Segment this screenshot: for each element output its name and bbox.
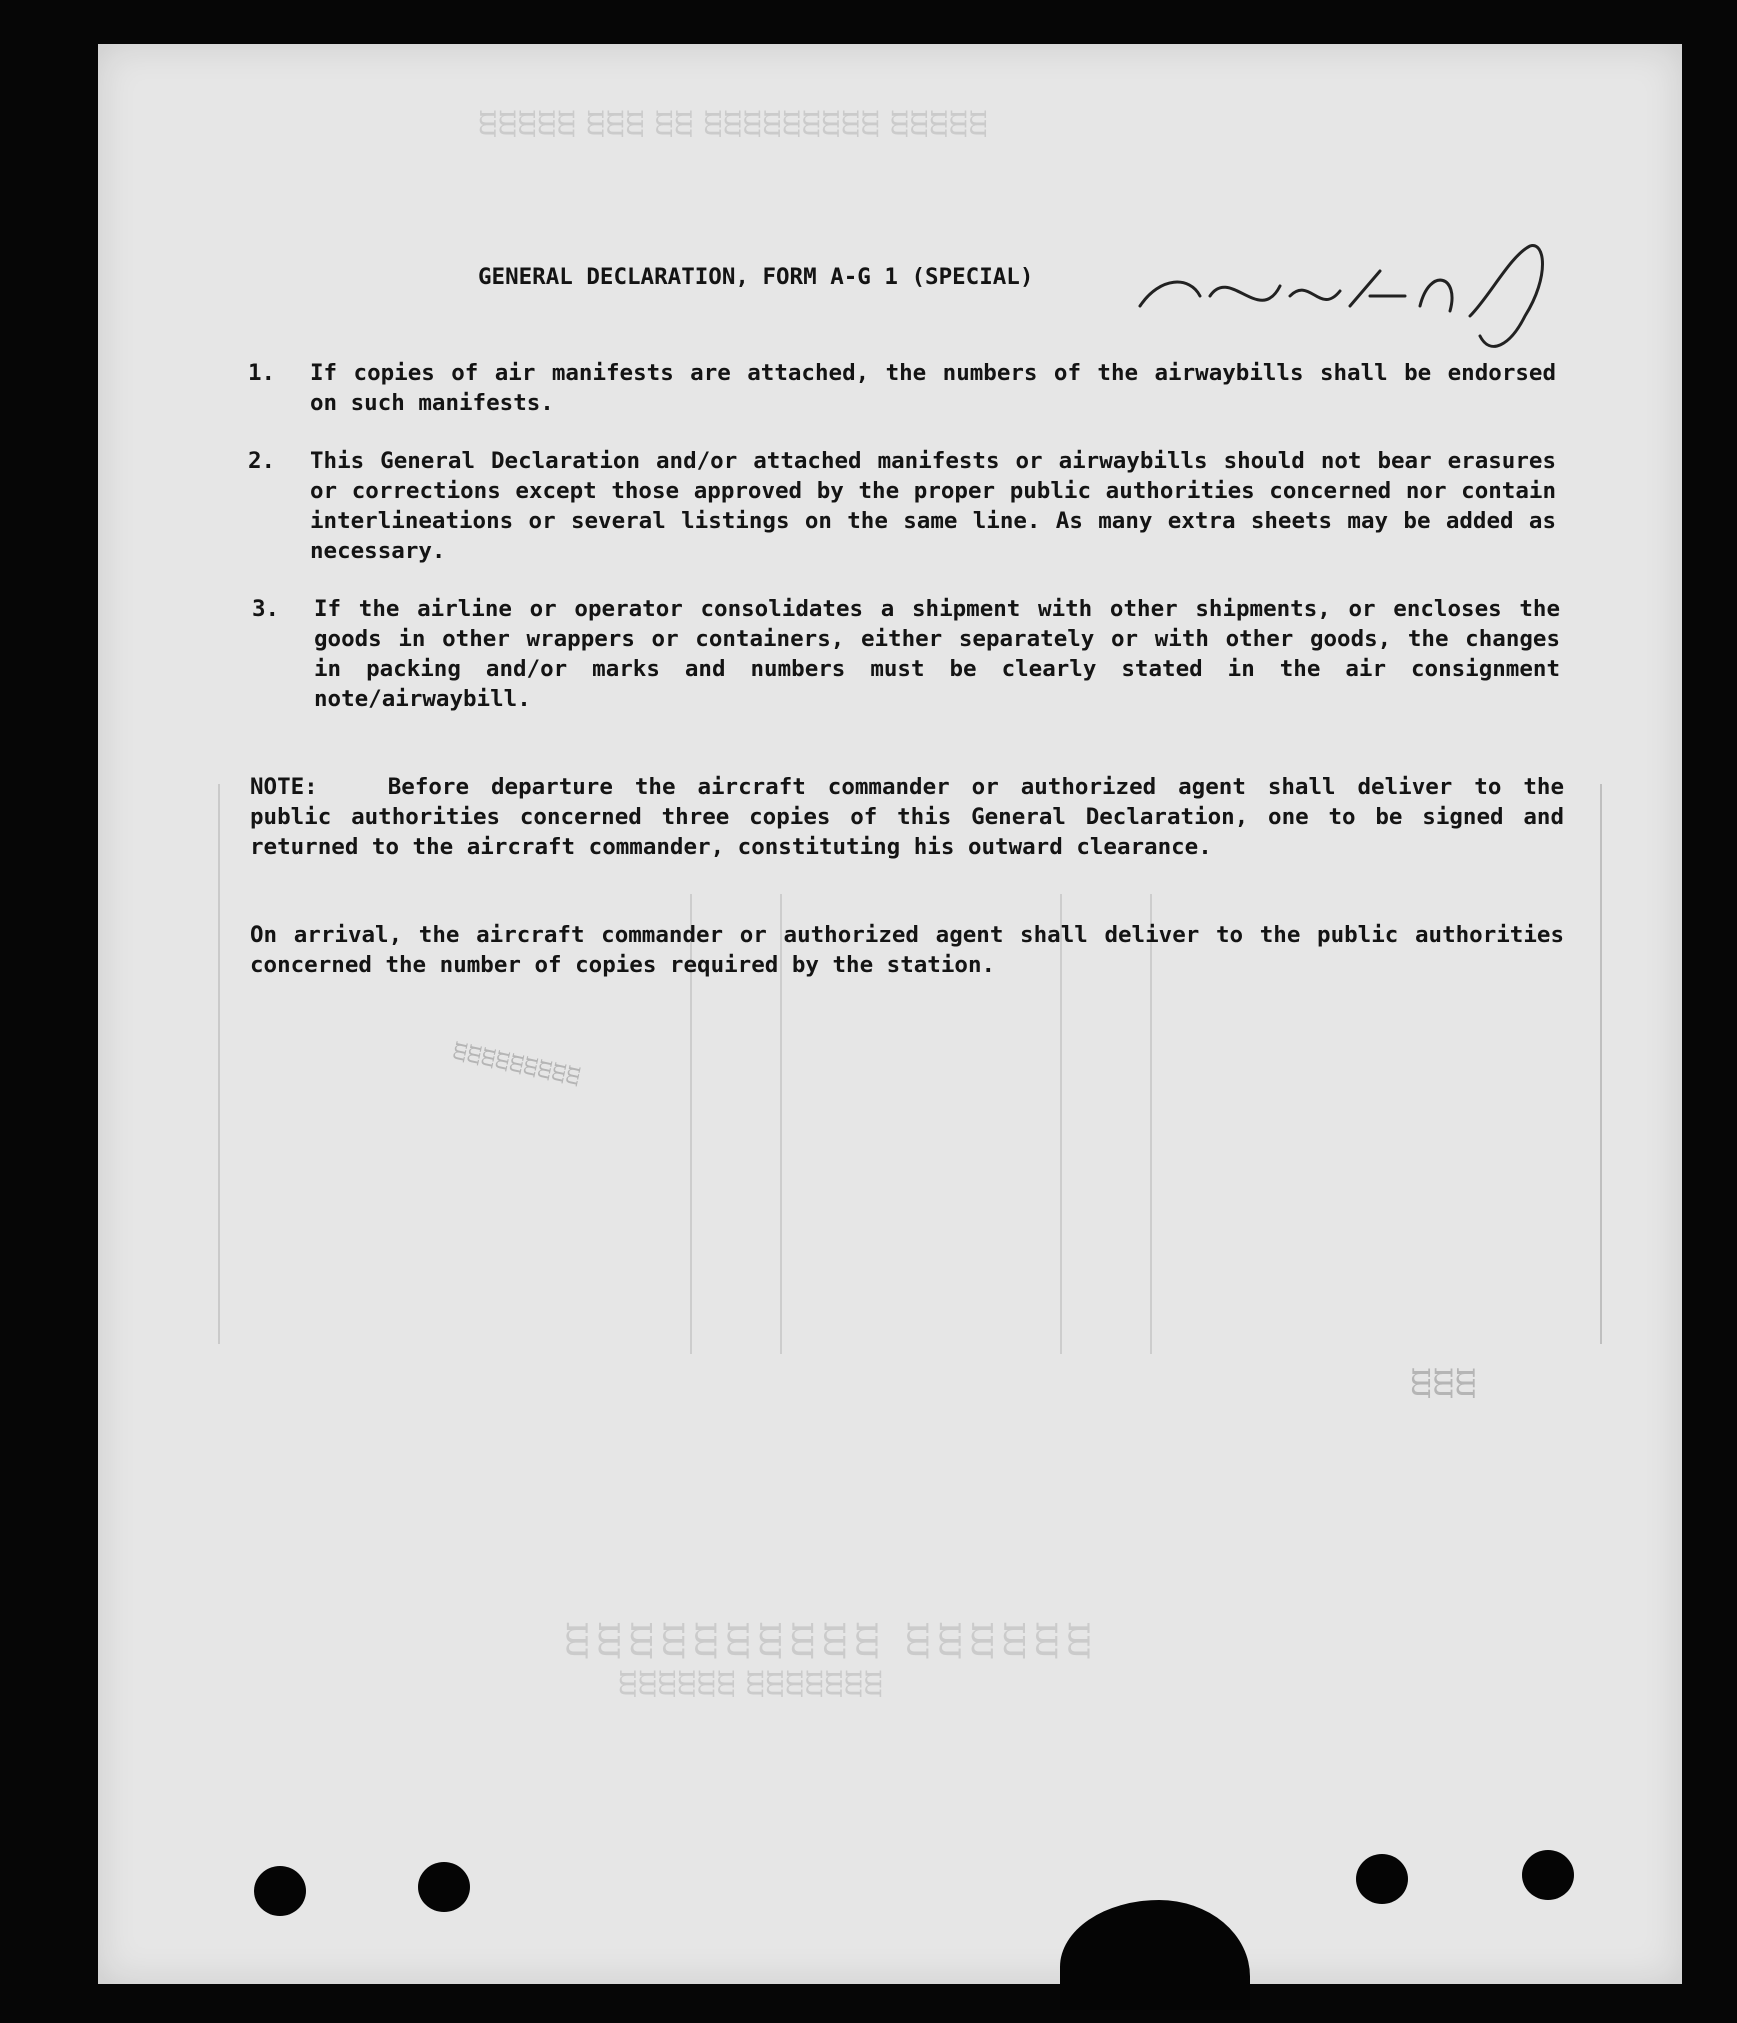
punch-hole [1522, 1850, 1574, 1900]
arrival-paragraph: On arrival, the aircraft commander or authorized agent shall deliver to the public authorities concerned the number of copies required by the station. [250, 922, 1564, 978]
list-item [248, 446, 1558, 570]
punch-hole [254, 1866, 306, 1916]
bleed-through-text: ᴟᴟᴟᴟᴟ ᴟᴟᴟᴟᴟᴟᴟᴟᴟ ᴟᴟ ᴟᴟᴟ ᴟᴟᴟᴟᴟ [478, 104, 988, 139]
note-text: Before departure the aircraft commander or authorized agent shall deliver to the public authorities concerned three copies of this General Declaration, one to be signed and returned to the aircraft commander, constituting his outward clearance. [250, 774, 1564, 860]
list-item-text: If copies of air manifests are attached, the numbers of the airwaybills shall be endorsed on such manifests. [310, 360, 1556, 416]
list-item-number: 1. [248, 360, 276, 386]
stamp-imprint: ᴟᴟᴟᴟᴟᴟᴟᴟᴟ [450, 1036, 583, 1089]
list-item-text: If the airline or operator consolidates a shipment with other shipments, or encloses the goods in other wrappers or containers, either separately or with other goods, the changes in packing and/or marks and numbers must be clearly stated in the air consignment note/airwaybill. [314, 596, 1560, 712]
list-item-number: 2. [248, 448, 276, 474]
bleed-through-heading: ᴟᴟᴟᴟᴟᴟ ᴟᴟᴟᴟᴟᴟᴟᴟᴟᴟ [558, 1614, 1093, 1660]
stamp-imprint: ᴟᴟᴟ [1410, 1360, 1477, 1400]
bleed-through-table [218, 784, 1602, 1344]
bleed-through-heading: ᴟᴟᴟᴟᴟᴟᴟ ᴟᴟᴟᴟᴟᴟ [618, 1664, 884, 1699]
list-item [248, 358, 1558, 422]
punch-hole [1356, 1854, 1408, 1904]
note-paragraph [250, 772, 1564, 862]
list-item-number: 3. [252, 596, 280, 622]
handwritten-annotation [1130, 236, 1560, 366]
list-item-text: This General Declaration and/or attached manifests or airwaybills should not bear erasures or corrections except those approved by the proper public authorities concerned nor contain interlineations or several listings on the same line. As many extra sheets may be added as necessary. [310, 448, 1556, 564]
list-item [252, 594, 1562, 718]
note-label: NOTE: [250, 774, 318, 800]
punch-hole [418, 1862, 470, 1912]
page-title: GENERAL DECLARATION, FORM A-G 1 (SPECIAL) [478, 264, 1034, 290]
